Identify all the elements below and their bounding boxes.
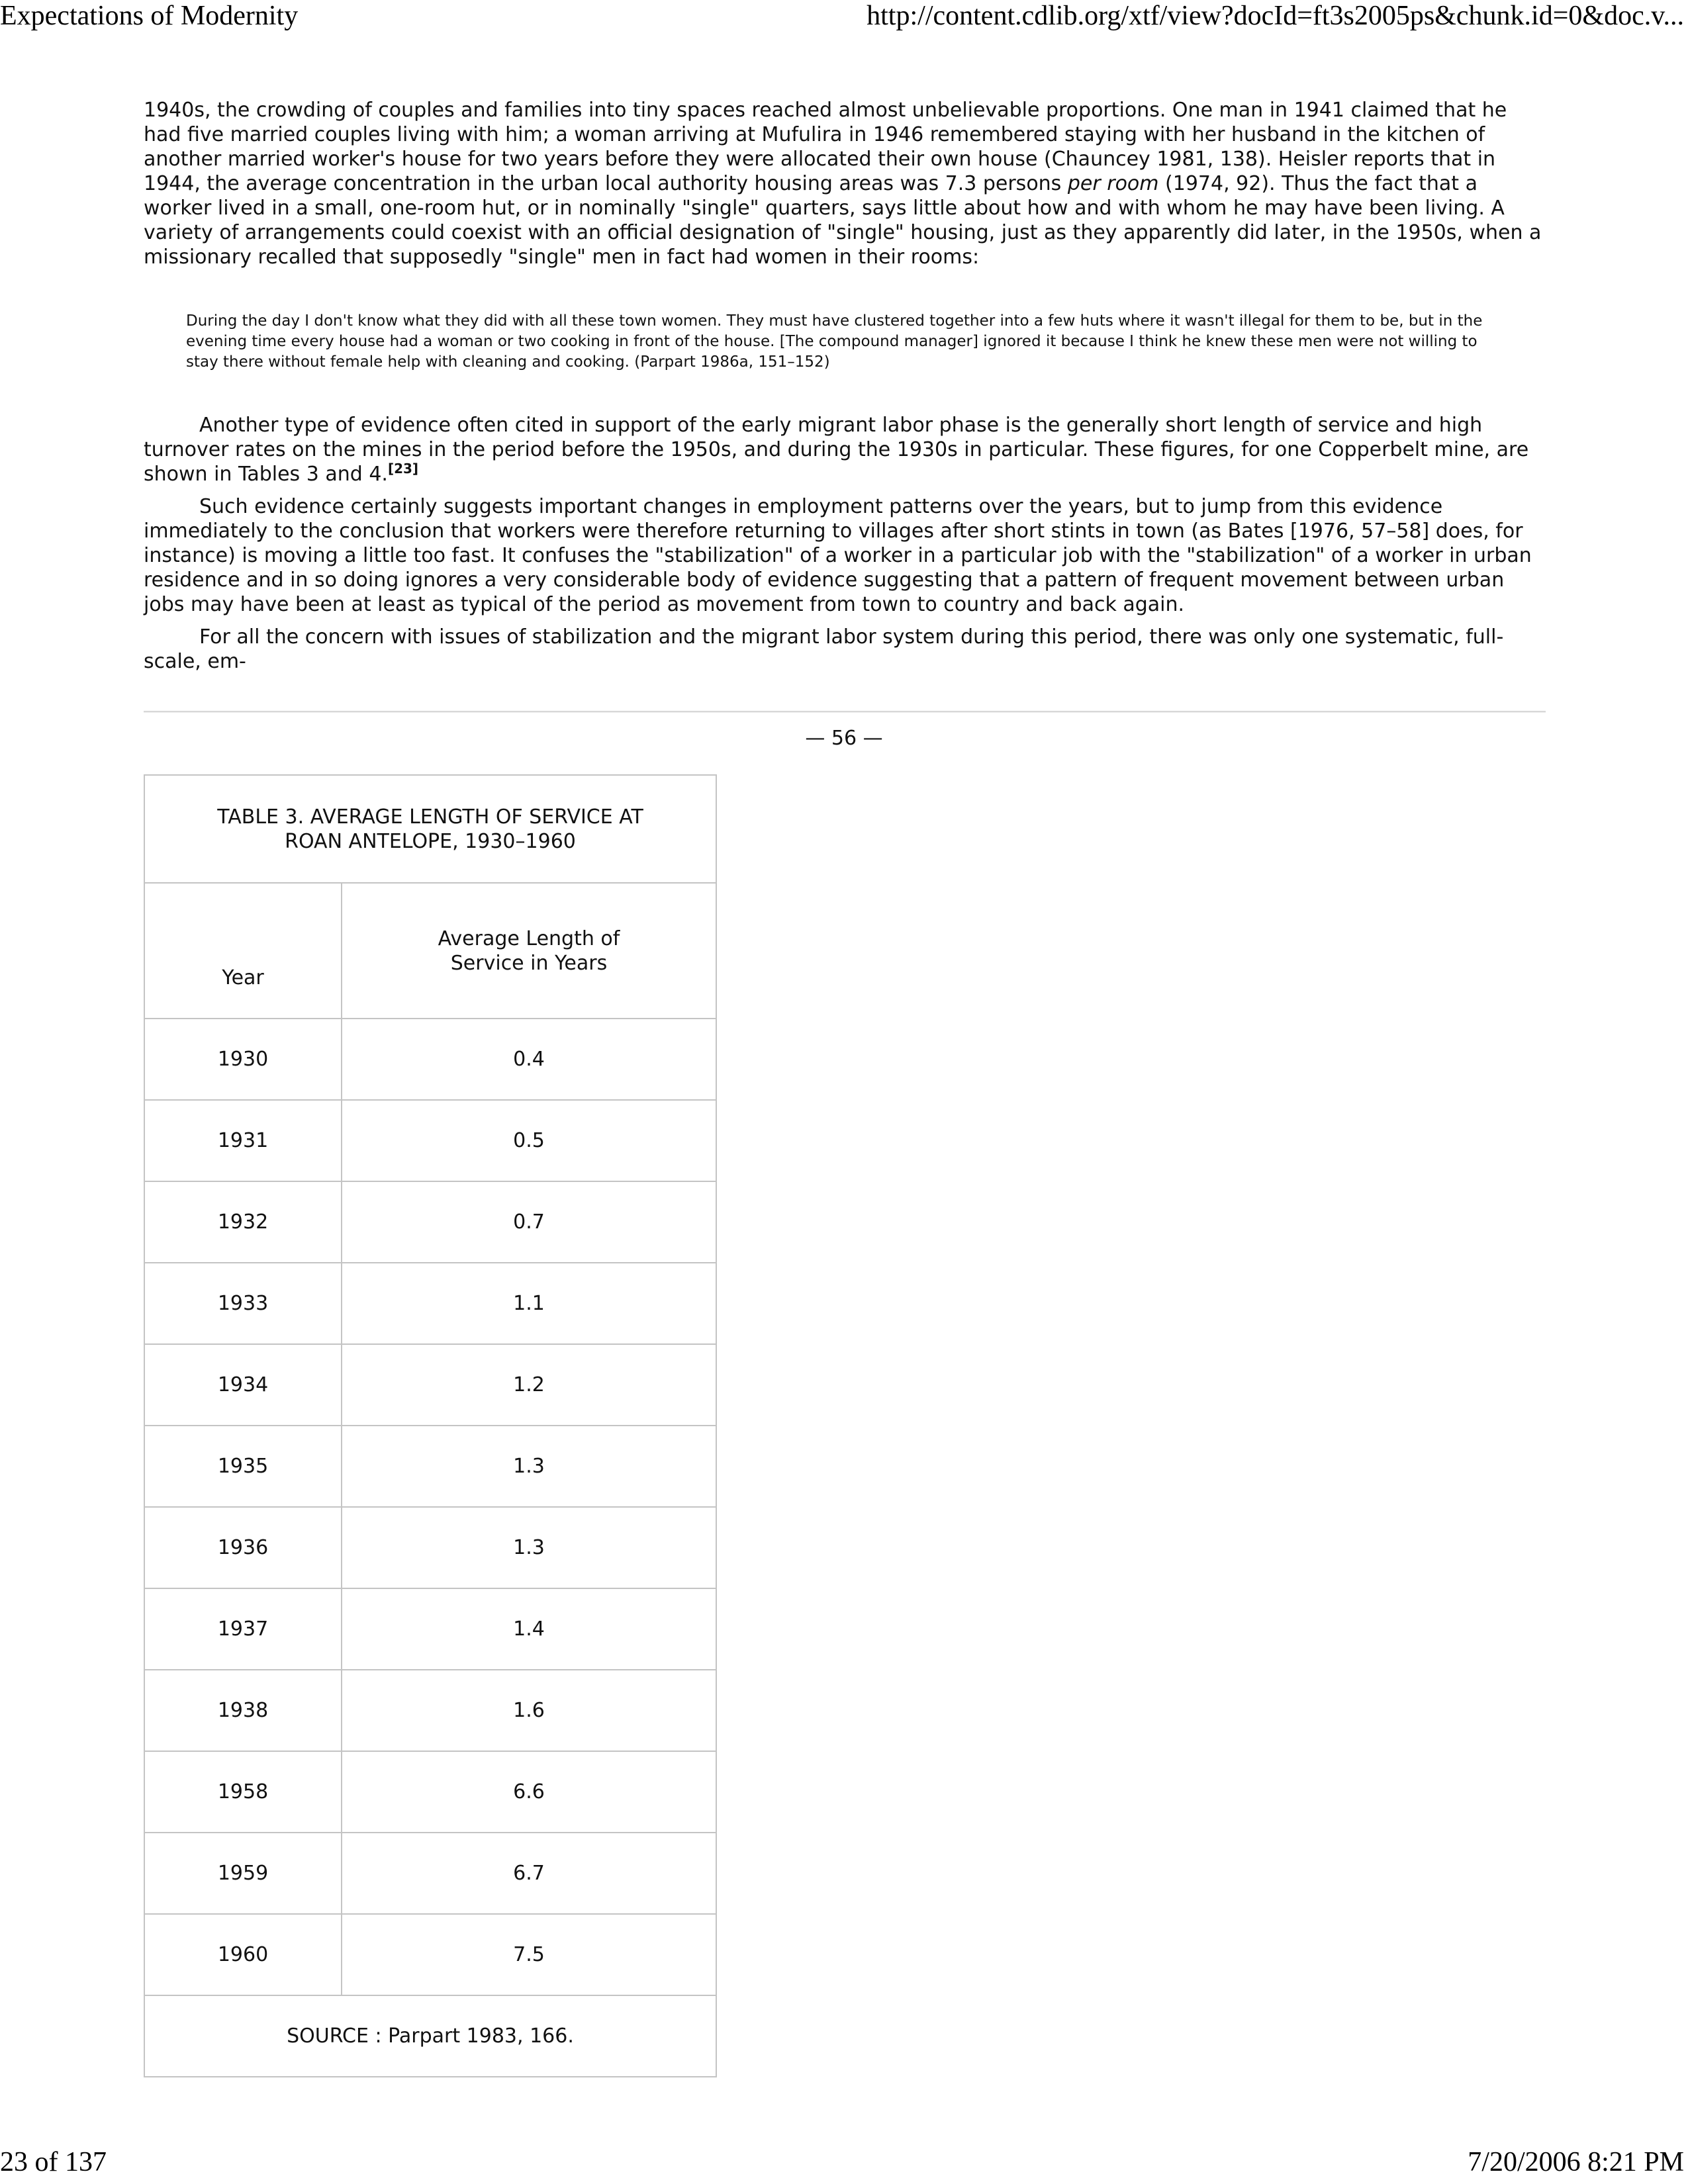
cell-year: 1932 xyxy=(144,1181,342,1263)
cell-service-years: 1.4 xyxy=(342,1588,716,1670)
article-body xyxy=(144,98,1546,269)
table-row xyxy=(144,1670,716,1751)
cell-year: 1960 xyxy=(144,1914,342,1995)
document-url[interactable]: http://content.cdlib.org/xtf/view?docId=ft3s2005ps&chunk.id=0&doc.v... xyxy=(867,1,1684,31)
paragraph-2: Another type of evidence often cited in support of the early migrant labor phase is the generally short length of service and high turnover rates on the mines in the period before the 1950s, and during the 1930s in particular. These figures, for one Copperbelt mine, are shown in Tables 3 and 4.[23] xyxy=(144,414,1529,486)
page-number: — 56 — xyxy=(805,727,883,750)
cell-year: 1930 xyxy=(144,1019,342,1100)
cell-service-years: 6.7 xyxy=(342,1833,716,1914)
table-row xyxy=(144,1507,716,1588)
cell-service-years: 1.1 xyxy=(342,1263,716,1344)
cell-year: 1931 xyxy=(144,1100,342,1181)
table-row xyxy=(144,1751,716,1833)
table-row xyxy=(144,1588,716,1670)
table-row xyxy=(144,1344,716,1426)
document-title: Expectations of Modernity xyxy=(0,1,299,31)
table-caption: TABLE 3. AVERAGE LENGTH OF SERVICE AT ROAN ANTELOPE, 1930–1960 xyxy=(144,775,716,883)
cell-service-years: 0.7 xyxy=(342,1181,716,1263)
column-header-year: Year xyxy=(144,883,342,1019)
cell-service-years: 0.4 xyxy=(342,1019,716,1100)
cell-service-years: 6.6 xyxy=(342,1751,716,1833)
table-row xyxy=(144,1833,716,1914)
cell-year: 1934 xyxy=(144,1344,342,1426)
footnote-link[interactable]: [23] xyxy=(387,461,419,477)
cell-year: 1933 xyxy=(144,1263,342,1344)
cell-year: 1938 xyxy=(144,1670,342,1751)
column-header-service: Average Length of Service in Years xyxy=(342,883,716,1019)
table-source-row xyxy=(144,1995,716,2077)
article-body-continued xyxy=(144,413,1546,674)
table-row xyxy=(144,1426,716,1507)
cell-year: 1937 xyxy=(144,1588,342,1670)
paragraph-1: 1940s, the crowding of couples and families into tiny spaces reached almost unbelievable proportions. One man in 1941 claimed that he had five married couples living with him; a woman arriving at Mufulira in 1946 remembered staying with her husband in the kitchen of another married worker's house for two years before they were allocated their own house (Chauncey 1981, 138). Heisler reports that in 1944, the average concentration in the urban local authority housing areas was 7.3 persons per room (1974, 92). Thus the fact that a worker lived in a small, one-room hut, or in nominally "single" quarters, says little about how and with whom he may have been living. A variety of arrangements could coexist with an official designation of "single" housing, just as they apparently did later, in the 1950s, when a missionary recalled that supposedly "single" men in fact had women in their rooms: xyxy=(144,99,1542,269)
cell-service-years: 7.5 xyxy=(342,1914,716,1995)
page-count: 23 of 137 xyxy=(0,2147,107,2177)
cell-year: 1935 xyxy=(144,1426,342,1507)
paragraph-3: Such evidence certainly suggests important changes in employment patterns over the years, but to jump from this evidence immediately to the conclusion that workers were therefore returning to villages after short stints in town (as Bates [1976, 57–58] does, for instance) is moving a little too fast. It confuses the "stabilization" of a worker in a particular job with the "stabilization" of a worker in urban residence and in so doing ignores a very considerable body of evidence suggesting that a pattern of frequent movement between urban jobs may have been at least as typical of the period as movement from town to country and back again. xyxy=(144,495,1532,616)
table-row xyxy=(144,1019,716,1100)
cell-service-years: 0.5 xyxy=(342,1100,716,1181)
table-row xyxy=(144,1181,716,1263)
table-row xyxy=(144,1100,716,1181)
print-header xyxy=(0,0,1688,37)
table-source: SOURCE : Parpart 1983, 166. xyxy=(144,1995,716,2077)
cell-service-years: 1.3 xyxy=(342,1426,716,1507)
block-quote: During the day I don't know what they did with all these town women. They must have clustered together into a few huts where it wasn't illegal for them to be, but in the evening time every house had a woman or two cooking in front of the house. [The compound manager] ignored it because I think he knew these men were not willing to stay there without female help with cleaning and cooking. (Parpart 1986a, 151–152) xyxy=(186,312,1483,371)
table-row xyxy=(144,1263,716,1344)
cell-year: 1958 xyxy=(144,1751,342,1833)
cell-service-years: 1.2 xyxy=(342,1344,716,1426)
print-timestamp: 7/20/2006 8:21 PM xyxy=(1468,2147,1684,2177)
paragraph-4: For all the concern with issues of stabilization and the migrant labor system during this period, there was only one systematic, full-scale, em- xyxy=(144,625,1504,673)
cell-year: 1959 xyxy=(144,1833,342,1914)
table-3-service-length xyxy=(144,774,717,2077)
cell-service-years: 1.3 xyxy=(342,1507,716,1588)
table-row xyxy=(144,1914,716,1995)
print-footer xyxy=(0,2146,1688,2183)
page-divider xyxy=(144,711,1546,713)
emphasis-per-room: per room xyxy=(1067,172,1159,195)
cell-year: 1936 xyxy=(144,1507,342,1588)
cell-service-years: 1.6 xyxy=(342,1670,716,1751)
